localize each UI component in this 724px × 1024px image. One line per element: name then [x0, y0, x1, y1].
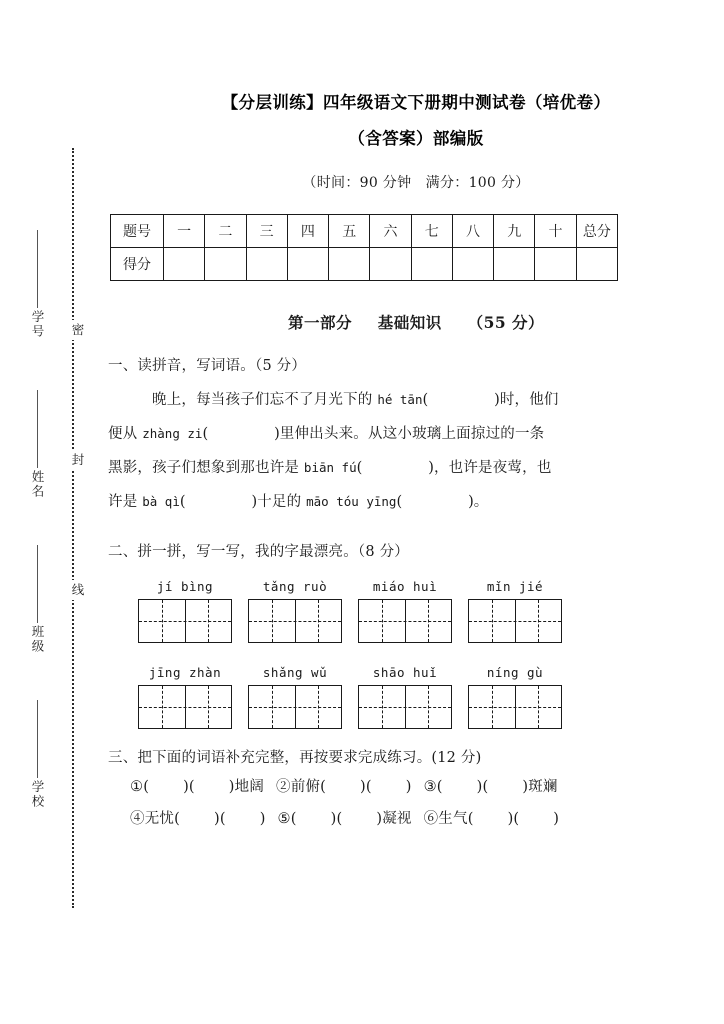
- score-cell-2[interactable]: [205, 248, 246, 281]
- q2-pinyin-1-1: jí bìng: [156, 579, 214, 594]
- q1-line3-b: ，也许是夜莺，也: [433, 460, 552, 476]
- q3-item-6-blank-b[interactable]: ( ): [513, 811, 560, 827]
- part-one-name: 基础知识: [377, 313, 442, 332]
- q3-item-5-after: 凝视: [382, 811, 412, 827]
- q3-item-6-num: ⑥: [423, 811, 439, 827]
- q3-item-5-blank-b[interactable]: ( ): [336, 811, 383, 827]
- page-title: 【分层训练】四年级语文下册期中测试卷（培优卷）: [221, 93, 611, 112]
- question-2-grid-section: [108, 579, 724, 729]
- q2-writing-grid-row-2: [130, 685, 570, 729]
- q3-item-2-before: 前俯: [290, 779, 321, 795]
- field-class-label: 班级: [30, 625, 45, 654]
- exam-paper-body: [108, 0, 724, 1024]
- field-school[interactable]: [18, 700, 56, 809]
- q3-item-1-blank-a[interactable]: ( ): [143, 779, 189, 795]
- q1-blank-3[interactable]: ( ): [356, 460, 434, 476]
- q3-item-5-blank-a[interactable]: ( ): [290, 811, 337, 827]
- q3-item-6-blank-a[interactable]: ( ): [467, 811, 514, 827]
- score-cell-7[interactable]: [411, 248, 452, 281]
- score-cell-5[interactable]: [329, 248, 370, 281]
- q1-line4-a: 许是: [108, 494, 143, 510]
- q3-item-4-blank-a[interactable]: ( ): [174, 811, 220, 827]
- field-student-id[interactable]: [18, 230, 56, 339]
- q3-item-3-after: 斑斓: [528, 779, 558, 795]
- score-table-row-label-1: 得分: [111, 248, 164, 281]
- tianzige-box[interactable]: [248, 599, 342, 643]
- score-cell-total[interactable]: [576, 248, 617, 281]
- question-3-items-line-1: [130, 771, 724, 803]
- q2-pinyin-2-1: jīng zhàn: [148, 665, 222, 680]
- score-cell-3[interactable]: [246, 248, 287, 281]
- score-cell-10[interactable]: [535, 248, 576, 281]
- q1-blank-1[interactable]: ( ): [422, 392, 500, 408]
- score-table-col-4: 四: [287, 215, 328, 248]
- field-school-rule: [37, 700, 38, 778]
- tianzige-box[interactable]: [138, 599, 232, 643]
- q2-grid-slot-2-3[interactable]: [350, 685, 460, 729]
- seal-char-feng: 封: [64, 450, 84, 470]
- q1-line4-b: 十足的: [257, 494, 307, 510]
- question-3-items-line-2: [130, 803, 724, 835]
- field-class-rule: [37, 545, 38, 623]
- score-cell-1[interactable]: [164, 248, 205, 281]
- score-cell-8[interactable]: [452, 248, 493, 281]
- q3-item-2-num: ②: [276, 779, 291, 795]
- q3-item-3-blank-a[interactable]: ( ): [436, 779, 483, 795]
- tianzige-box[interactable]: [138, 685, 232, 729]
- q1-line2-a: 便从: [108, 426, 143, 442]
- q2-pinyin-1-3: miáo huì: [372, 579, 438, 594]
- score-table-col-3: 三: [246, 215, 287, 248]
- q2-grid-slot-1-1[interactable]: [130, 599, 240, 643]
- q1-line3-a: 黑影，孩子们想象到那也许是: [108, 460, 304, 476]
- q3-item-4-blank-b[interactable]: ( ): [219, 811, 266, 827]
- score-cell-6[interactable]: [370, 248, 411, 281]
- seal-dotted-line: [72, 148, 74, 908]
- score-table-col-7: 七: [411, 215, 452, 248]
- q2-grid-slot-1-2[interactable]: [240, 599, 350, 643]
- score-table-col-1: 一: [164, 215, 205, 248]
- q3-item-2-blank-a[interactable]: ( ): [320, 779, 366, 795]
- q3-item-6-before: 生气: [438, 811, 468, 827]
- q2-grid-slot-2-2[interactable]: [240, 685, 350, 729]
- q1-blank-5[interactable]: ( ): [396, 494, 474, 510]
- field-name-label: 姓名: [30, 470, 45, 499]
- tianzige-box[interactable]: [358, 599, 452, 643]
- q3-item-3-num: ③: [423, 779, 437, 795]
- q1-pinyin-hetan: hé tān: [377, 392, 423, 407]
- q2-grid-slot-2-4[interactable]: [460, 685, 570, 729]
- score-table-col-total: 总分: [576, 215, 617, 248]
- score-table-col-2: 二: [205, 215, 246, 248]
- tianzige-box[interactable]: [468, 685, 562, 729]
- tianzige-box[interactable]: [468, 599, 562, 643]
- seal-char-mi: 密: [64, 320, 84, 340]
- score-table-row-label-0: 题号: [111, 215, 164, 248]
- q2-pinyin-1-2: tǎng ruò: [262, 579, 328, 594]
- score-table-wrapper: [108, 214, 724, 281]
- score-cell-4[interactable]: [287, 248, 328, 281]
- page-subtitle: （含答案）部编版: [348, 129, 484, 148]
- q1-blank-4[interactable]: ( ): [179, 494, 258, 510]
- part-one-heading: [108, 311, 724, 333]
- field-school-label: 学校: [30, 780, 45, 809]
- q1-line4-c: 。: [473, 494, 489, 510]
- q3-item-4-num: ④: [130, 811, 145, 827]
- q1-line1-a: 晚上，每当孩子们忘不了月光下的: [152, 392, 378, 408]
- q2-grid-slot-1-3[interactable]: [350, 599, 460, 643]
- q3-item-1-after: 地阔: [234, 779, 265, 795]
- field-name[interactable]: [18, 390, 56, 499]
- q1-line2-b: 里伸出头来。从这小玻璃上面掠过的一条: [279, 426, 545, 442]
- q3-item-5-num: ⑤: [277, 811, 291, 827]
- part-one-label: 第一部分: [287, 313, 352, 332]
- seal-char-xian: 线: [64, 580, 84, 600]
- q2-pinyin-row-2: [130, 665, 570, 680]
- field-class[interactable]: [18, 545, 56, 654]
- q1-pinyin-baqi: bà qì: [142, 494, 180, 509]
- q1-pinyin-maotouying: māo tóu yīng: [306, 494, 397, 509]
- field-name-rule: [37, 390, 38, 468]
- q1-pinyin-zhangzi: zhàng zi: [142, 426, 203, 441]
- score-table-col-8: 八: [452, 215, 493, 248]
- q2-pinyin-2-4: níng gù: [486, 665, 544, 680]
- question-3-heading: 三、把下面的词语补充完整，再按要求完成练习。(12 分): [108, 750, 482, 766]
- q2-pinyin-1-4: mǐn jié: [486, 579, 544, 594]
- score-table-col-9: 九: [494, 215, 535, 248]
- question-1-heading: 一、读拼音，写词语。（5 分）: [108, 358, 307, 374]
- score-table-col-6: 六: [370, 215, 411, 248]
- q1-pinyin-bianfu: biān fú: [303, 460, 357, 475]
- exam-meta: （时间：90 分钟 满分：100 分）: [302, 175, 530, 191]
- q3-item-1-num: ①: [130, 779, 144, 795]
- q1-blank-2[interactable]: ( ): [202, 426, 280, 442]
- tianzige-box[interactable]: [358, 685, 452, 729]
- score-table-col-10: 十: [535, 215, 576, 248]
- q3-item-1-blank-b[interactable]: ( ): [188, 779, 235, 795]
- q1-line1-b: 时，他们: [499, 392, 559, 408]
- q2-grid-slot-2-1[interactable]: [130, 685, 240, 729]
- score-table: [110, 214, 618, 281]
- q2-pinyin-row-1: [130, 579, 570, 594]
- q2-pinyin-2-2: shǎng wǔ: [262, 665, 328, 680]
- q3-item-4-before: 无忧: [144, 811, 175, 827]
- question-1-passage: [108, 383, 724, 519]
- field-student-id-label: 学号: [30, 310, 45, 339]
- part-one-points: （55 分）: [467, 313, 545, 332]
- q3-item-2-blank-b[interactable]: ( ): [365, 779, 412, 795]
- q2-writing-grid-row-1: [130, 599, 570, 643]
- q2-grid-slot-1-4[interactable]: [460, 599, 570, 643]
- q2-pinyin-2-3: shāo huǐ: [372, 665, 438, 680]
- score-cell-9[interactable]: [494, 248, 535, 281]
- table-row-question-numbers: [111, 215, 618, 248]
- score-table-col-5: 五: [329, 215, 370, 248]
- q3-item-3-blank-b[interactable]: ( ): [482, 779, 529, 795]
- table-row-scores: [111, 248, 618, 281]
- field-student-id-rule: [37, 230, 38, 308]
- tianzige-box[interactable]: [248, 685, 342, 729]
- seal-margin: [0, 0, 108, 1024]
- question-2-heading: 二、拼一拼，写一写，我的字最漂亮。（8 分）: [108, 544, 409, 560]
